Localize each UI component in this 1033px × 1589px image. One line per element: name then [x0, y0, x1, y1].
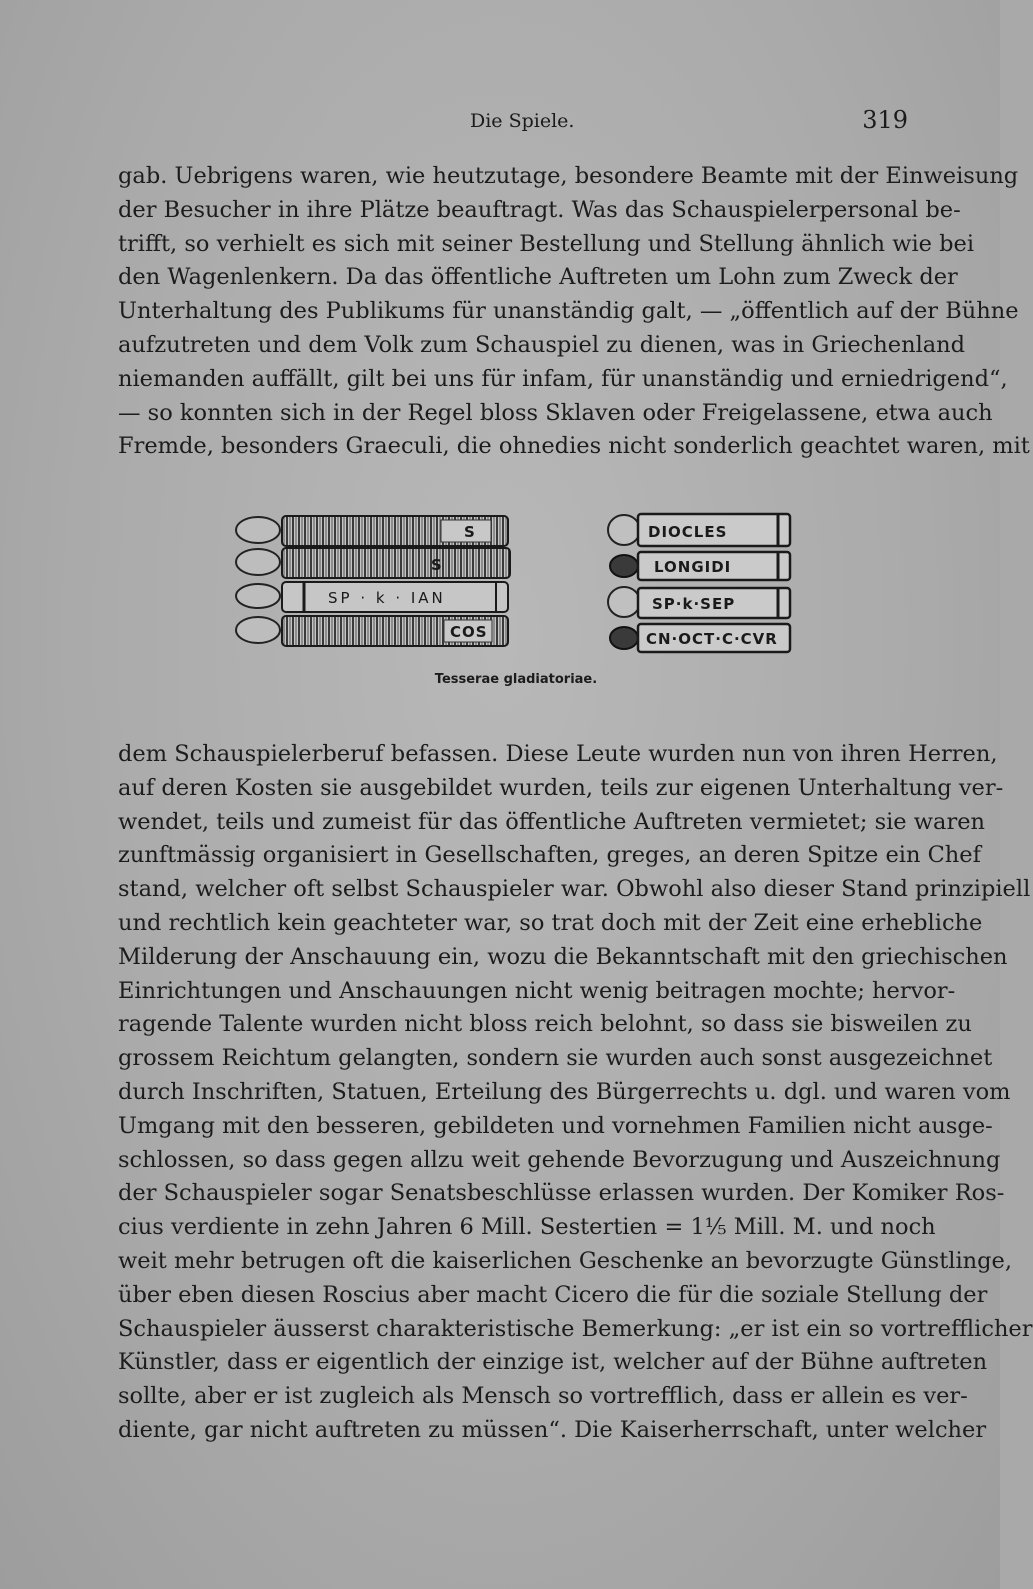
tessera-left-3	[236, 582, 508, 612]
text-line: aufzutreten und dem Volk zum Schauspiel zu dienen, was in Griechenland	[118, 331, 966, 358]
tessera-left-2-label: S	[431, 556, 443, 574]
page-header	[118, 106, 908, 142]
tessera-left-4-label: COS	[450, 623, 488, 641]
tessera-right-2	[610, 552, 790, 580]
text-line: dem Schauspielerberuf befassen. Diese Leute wurden nun von ihren Herren,	[118, 741, 998, 767]
tessera-left-1	[236, 516, 508, 546]
text-line: Milderung der Anschauung ein, wozu die Bekanntschaft mit den griechischen	[118, 943, 1008, 970]
text-line: der Schauspieler sogar Senatsbeschlüsse erlassen wurden. Der Komiker Ros-	[118, 1180, 1005, 1207]
tesserae-figure	[226, 510, 806, 700]
text-line: — so konnten sich in der Regel bloss Sklaven oder Freigelassene, etwa auch	[118, 399, 993, 426]
figure-caption: Tesserae gladiatoriae.	[434, 672, 598, 687]
text-line: Umgang mit den besseren, gebildeten und vornehmen Familien nicht ausge-	[118, 1112, 993, 1139]
text-line: Schauspieler äusserst charakteristische Bemerkung: „er ist ein so vortrefflicher	[118, 1315, 1033, 1342]
text-line: schlossen, so dass gegen allzu weit gehende Bevorzugung und Auszeichnung	[118, 1146, 1001, 1173]
text-line: gab. Uebrigens waren, wie heutzutage, besondere Beamte mit der Einweisung	[118, 163, 1019, 189]
tessera-right-1	[608, 514, 790, 546]
text-line: cius verdiente in zehn Jahren 6 Mill. Sestertien = 1⅕ Mill. M. und noch	[118, 1214, 936, 1241]
text-line: Künstler, dass er eigentlich der einzige ist, welcher auf der Bühne auftreten	[118, 1349, 988, 1376]
text-line: niemanden auffällt, gilt bei uns für infam, für unanständig und erniedrigend“,	[118, 365, 1008, 392]
left-tesserae	[236, 516, 510, 646]
text-line: und rechtlich kein geachteter war, so trat doch mit der Zeit eine erhebliche	[118, 909, 983, 936]
right-tesserae	[608, 514, 790, 652]
tesserae-illustration	[226, 510, 806, 670]
tessera-right-2-label: LONGIDI	[654, 558, 732, 576]
paragraph-top	[118, 160, 1030, 464]
tessera-right-3	[608, 587, 790, 618]
text-line: diente, gar nicht auftreten zu müssen“. Die Kaiserherrschaft, unter welcher	[118, 1416, 987, 1443]
tessera-right-1-label: DIOCLES	[648, 523, 728, 541]
tessera-right-3-label: SP·k·SEP	[652, 595, 736, 613]
text-line: ragende Talente wurden nicht bloss reich belohnt, so dass sie bisweilen zu	[118, 1011, 972, 1038]
text-line: zunftmässig organisiert in Gesellschaften, greges, an deren Spitze ein Chef	[118, 842, 981, 869]
text-line: trifft, so verhielt es sich mit seiner Bestellung und Stellung ähnlich wie bei	[118, 230, 975, 257]
text-line: Einrichtungen und Anschauungen nicht wenig beitragen mochte; hervor-	[118, 977, 956, 1004]
tessera-left-3-label: SP · k · IAN	[328, 589, 446, 607]
tessera-left-4	[236, 616, 508, 646]
text-line: Fremde, besonders Graeculi, die ohnedies nicht sonderlich geachtet waren, mit	[118, 433, 1030, 460]
text-line: sollte, aber er ist zugleich als Mensch so vortrefflich, dass er allein es ver-	[118, 1383, 968, 1410]
paragraph-bottom	[118, 738, 1033, 1448]
running-head: Die Spiele.	[470, 110, 575, 132]
tessera-left-2	[236, 548, 510, 578]
text-line: wendet, teils und zumeist für das öffentliche Auftreten vermietet; sie waren	[118, 808, 986, 835]
text-line: den Wagenlenkern. Da das öffentliche Auftreten um Lohn zum Zweck der	[118, 264, 958, 291]
text-line: der Besucher in ihre Plätze beauftragt. Was das Schauspielerpersonal be-	[118, 196, 961, 223]
page-number: 319	[862, 106, 908, 134]
text-line: durch Inschriften, Statuen, Erteilung des Bürgerrechts u. dgl. und waren vom	[118, 1078, 1011, 1105]
text-line: über eben diesen Roscius aber macht Cicero die für die soziale Stellung der	[118, 1281, 988, 1308]
text-line: weit mehr betrugen oft die kaiserlichen Geschenke an bevorzugte Günstlinge,	[118, 1247, 1013, 1274]
text-line: auf deren Kosten sie ausgebildet wurden, teils zur eigenen Unterhaltung ver-	[118, 774, 1004, 801]
tessera-right-4-label: CN·OCT·C·CVR	[646, 630, 778, 648]
tessera-right-4	[610, 624, 790, 652]
text-line: grossem Reichtum gelangten, sondern sie wurden auch sonst ausgezeichnet	[118, 1045, 993, 1072]
tessera-left-1-label: S	[464, 523, 476, 541]
text-line: stand, welcher oft selbst Schauspieler war. Obwohl also dieser Stand prinzipiell	[118, 876, 1031, 903]
text-line: Unterhaltung des Publikums für unanständig galt, — „öffentlich auf der Bühne	[118, 298, 1019, 325]
